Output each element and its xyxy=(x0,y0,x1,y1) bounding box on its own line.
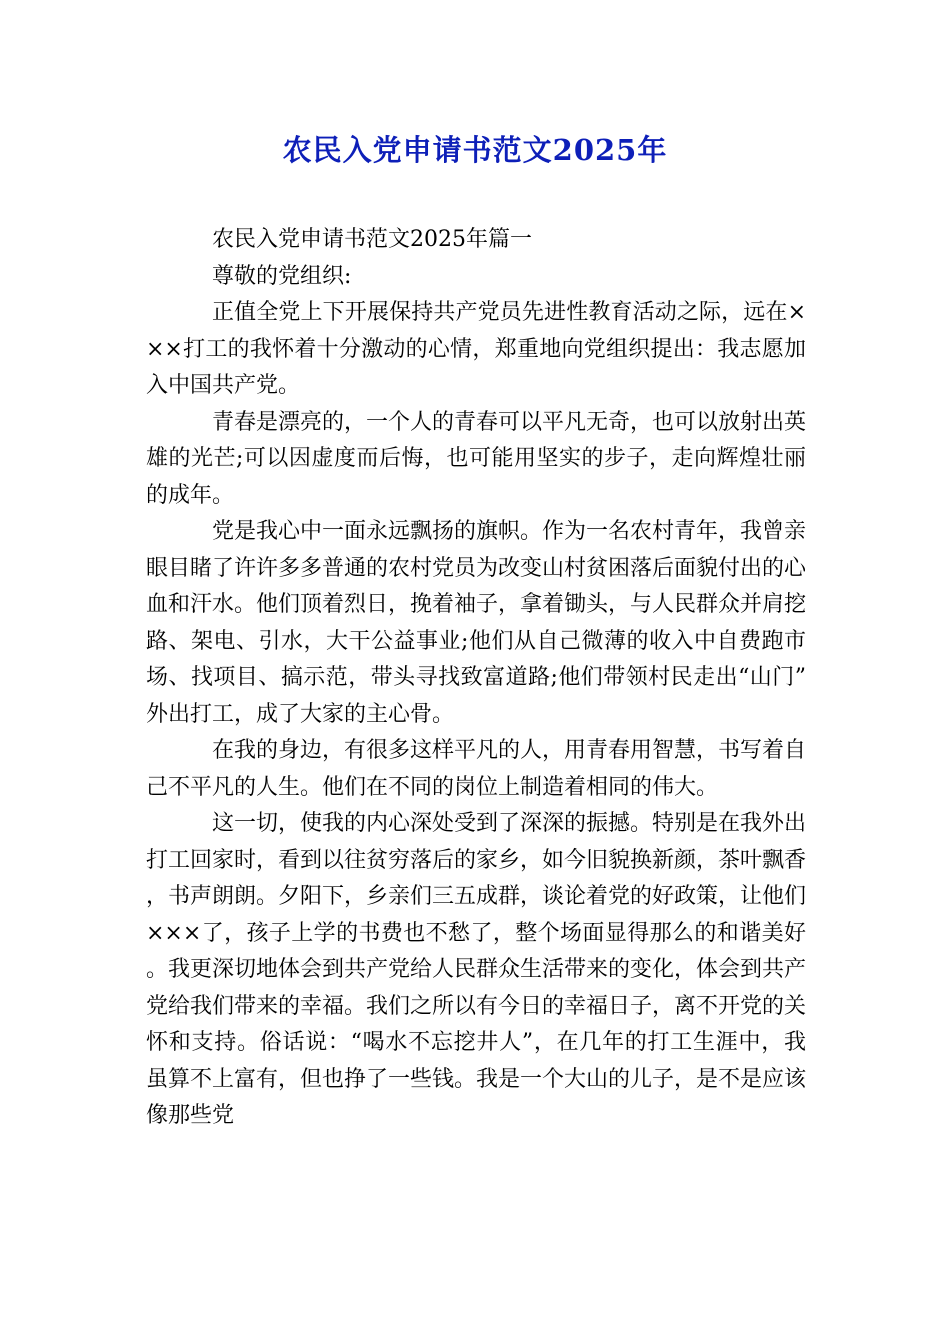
paragraph-heading: 农民入党申请书范文2025年篇一 xyxy=(212,227,532,252)
document-title: 农民入党申请书范文2025年 xyxy=(282,133,668,167)
paragraph: 这一切，使我的内心深处受到了深深的振撼。特别是在我外出打工回家时，看到以往贫穷落后的家乡，如今旧貌换新颜，茶叶飘香，书声朗朗。夕阳下，乡亲们三五成群，谈论着党的好政策，让他们×××了，孩子上学的书费也不愁了，整个场面显得那么的和谐美好。我更深切地体会到共产党给人民群众生活带来的变化，体会到共产党给我们带来的幸福。我们之所以有今日的幸福日子，离不开党的关怀和支持。俗话说：“喝水不忘挖井人”，在几年的打工生涯中，我虽算不上富有，但也挣了一些钱。我是一个大山的儿子，是不是应该像那些党 xyxy=(146,811,807,1128)
paragraph: 在我的身边，有很多这样平凡的人，用青春用智慧，书写着自己不平凡的人生。他们在不同的岗位上制造着相同的伟大。 xyxy=(146,738,807,800)
document-body xyxy=(146,222,806,1135)
paragraph: 党是我心中一面永远飘扬的旗帜。作为一名农村青年，我曾亲眼目睹了许许多多普通的农村党员为改变山村贫困落后面貌付出的心血和汗水。他们顶着烈日，挽着袖子，拿着锄头，与人民群众并肩挖路、架电、引水，大干公益事业;他们从自己微薄的收入中自费跑市场、找项目、搞示范，带头寻找致富道路;他们带领村民走出“山门”外出打工，成了大家的主心骨。 xyxy=(146,519,807,727)
paragraph-salutation: 尊敬的党组织: xyxy=(212,263,352,289)
paragraph: 正值全党上下开展保持共产党员先进性教育活动之际，远在×××打工的我怀着十分激动的心情，郑重地向党组织提出：我志愿加入中国共产党。 xyxy=(146,300,806,398)
paragraph: 青春是漂亮的，一个人的青春可以平凡无奇，也可以放射出英雄的光芒;可以因虚度而后悔，也可能用坚实的步子，走向辉煌壮丽的成年。 xyxy=(146,409,807,508)
